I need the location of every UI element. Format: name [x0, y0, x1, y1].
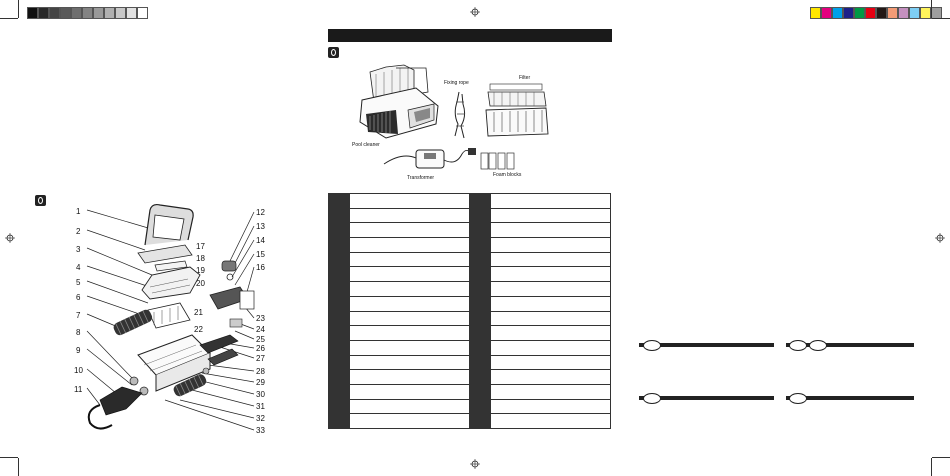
part-name-cell — [491, 370, 611, 385]
part-number-cell — [470, 326, 491, 341]
part-number: 28 — [256, 367, 265, 376]
crop-mark — [18, 458, 19, 476]
part-name-cell — [350, 399, 470, 414]
section-bar-oval — [789, 340, 807, 351]
part-name-cell — [350, 340, 470, 355]
part-number-cell — [470, 414, 491, 429]
part-name-cell — [491, 208, 611, 223]
transformer-image — [382, 144, 478, 174]
table-row — [329, 296, 611, 311]
part-number-cell — [329, 340, 350, 355]
gray-swatch — [27, 7, 38, 19]
part-name-cell — [350, 414, 470, 429]
table-row — [329, 355, 611, 370]
pool-cleaner-exploded-drawing — [60, 195, 275, 440]
crop-mark — [932, 457, 950, 458]
part-number-cell — [329, 296, 350, 311]
table-row — [329, 282, 611, 297]
table-row — [329, 340, 611, 355]
gray-swatch — [71, 7, 82, 19]
color-swatch — [810, 7, 821, 19]
part-name-cell — [491, 194, 611, 209]
part-name-cell — [350, 311, 470, 326]
table-row — [329, 399, 611, 414]
foam-blocks-caption: Foam blocks — [493, 172, 522, 178]
part-number-cell — [470, 399, 491, 414]
color-swatch — [898, 7, 909, 19]
registration-mark-icon — [935, 233, 945, 243]
part-number-cell — [329, 311, 350, 326]
part-number: 19 — [196, 266, 205, 275]
part-number: 25 — [256, 335, 265, 344]
part-number: 8 — [76, 328, 81, 337]
part-name-cell — [491, 238, 611, 253]
part-name-cell — [491, 326, 611, 341]
part-name-cell — [491, 267, 611, 282]
part-name-cell — [350, 296, 470, 311]
part-name-cell — [491, 252, 611, 267]
part-number: 6 — [76, 293, 81, 302]
table-row — [329, 370, 611, 385]
crop-mark — [0, 457, 18, 458]
table-row — [329, 238, 611, 253]
part-number: 4 — [76, 263, 81, 272]
color-swatch — [865, 7, 876, 19]
crop-mark — [932, 18, 950, 19]
part-number-cell — [470, 355, 491, 370]
part-name-cell — [350, 252, 470, 267]
part-name-cell — [350, 238, 470, 253]
table-row — [329, 311, 611, 326]
gray-swatch — [93, 7, 104, 19]
part-name-cell — [491, 296, 611, 311]
part-number: 22 — [194, 325, 203, 334]
gray-swatch — [126, 7, 137, 19]
part-name-cell — [491, 282, 611, 297]
part-number: 31 — [256, 402, 265, 411]
table-row — [329, 267, 611, 282]
part-name-cell — [350, 355, 470, 370]
part-number-cell — [329, 194, 350, 209]
part-name-cell — [491, 311, 611, 326]
part-number: 20 — [196, 279, 205, 288]
table-row — [329, 384, 611, 399]
table-row — [329, 326, 611, 341]
color-swatch — [920, 7, 931, 19]
header-bar — [328, 29, 612, 42]
foam-blocks-image — [480, 151, 516, 171]
part-number: 26 — [256, 344, 265, 353]
part-number: 2 — [76, 227, 81, 236]
color-swatch — [832, 7, 843, 19]
gray-swatch — [60, 7, 71, 19]
part-name-cell — [350, 208, 470, 223]
part-name-cell — [350, 282, 470, 297]
table-row — [329, 194, 611, 209]
part-number-cell — [470, 238, 491, 253]
part-number: 27 — [256, 354, 265, 363]
color-swatch — [821, 7, 832, 19]
part-number: 32 — [256, 414, 265, 423]
color-swatch — [887, 7, 898, 19]
gray-swatch — [82, 7, 93, 19]
part-number-cell — [470, 194, 491, 209]
part-number: 10 — [74, 366, 83, 375]
floating-rope-caption: Fixing rope — [444, 80, 469, 86]
part-number-cell — [470, 340, 491, 355]
transformer-caption: Transformer — [407, 175, 435, 181]
part-number-cell — [329, 238, 350, 253]
part-number-cell — [470, 384, 491, 399]
color-swatch — [843, 7, 854, 19]
section-bar-oval — [789, 393, 807, 404]
part-number: 9 — [76, 346, 81, 355]
crop-mark — [18, 0, 19, 18]
color-swatch — [876, 7, 887, 19]
part-number: 18 — [196, 254, 205, 263]
part-number: 29 — [256, 378, 265, 387]
part-number-cell — [329, 282, 350, 297]
table-row — [329, 414, 611, 429]
parts-table — [328, 193, 611, 429]
part-number-cell — [329, 223, 350, 238]
part-number-cell — [470, 370, 491, 385]
crop-mark — [931, 0, 932, 18]
part-name-cell — [350, 223, 470, 238]
part-name-cell — [350, 384, 470, 399]
part-number: 17 — [196, 242, 205, 251]
part-name-cell — [350, 370, 470, 385]
floating-rope-image — [449, 90, 471, 140]
table-row — [329, 208, 611, 223]
table-row — [329, 223, 611, 238]
part-number-cell — [470, 223, 491, 238]
part-number-cell — [470, 296, 491, 311]
part-number-cell — [329, 252, 350, 267]
part-number-cell — [470, 282, 491, 297]
crop-mark — [931, 458, 932, 476]
crop-mark — [0, 18, 18, 19]
part-number-cell — [470, 208, 491, 223]
gray-swatch — [104, 7, 115, 19]
part-name-cell — [350, 194, 470, 209]
filter-caption: Filter — [519, 75, 531, 81]
part-number-cell — [329, 208, 350, 223]
part-number: 15 — [256, 250, 265, 259]
part-number-cell — [329, 326, 350, 341]
filter-image — [484, 82, 550, 138]
part-name-cell — [350, 326, 470, 341]
section-bar-oval — [643, 393, 661, 404]
part-number: 3 — [76, 245, 81, 254]
part-number-cell — [470, 311, 491, 326]
part-name-cell — [491, 384, 611, 399]
part-number-cell — [329, 414, 350, 429]
gray-swatch — [137, 7, 148, 19]
gray-swatch — [115, 7, 126, 19]
part-number-cell — [329, 267, 350, 282]
color-swatch — [854, 7, 865, 19]
part-number-cell — [470, 267, 491, 282]
part-name-cell — [491, 399, 611, 414]
gray-swatch — [49, 7, 60, 19]
part-number: 1 — [76, 207, 81, 216]
part-number: 11 — [74, 385, 83, 394]
part-name-cell — [491, 223, 611, 238]
part-number-cell — [329, 384, 350, 399]
section-bar-oval — [809, 340, 827, 351]
info-icon — [328, 47, 339, 58]
part-number: 30 — [256, 390, 265, 399]
color-swatch — [909, 7, 920, 19]
registration-mark-icon — [470, 459, 480, 469]
part-number: 23 — [256, 314, 265, 323]
part-number: 13 — [256, 222, 265, 231]
registration-mark-icon — [5, 233, 15, 243]
part-number-cell — [329, 370, 350, 385]
part-number-cell — [470, 252, 491, 267]
part-number: 21 — [194, 308, 203, 317]
part-number: 7 — [76, 311, 81, 320]
part-number: 16 — [256, 263, 265, 272]
registration-mark-icon — [470, 7, 480, 17]
part-number: 24 — [256, 325, 265, 334]
part-number: 33 — [256, 426, 265, 435]
part-name-cell — [491, 355, 611, 370]
part-name-cell — [491, 340, 611, 355]
pool-cleaner-image — [356, 62, 444, 142]
part-number: 12 — [256, 208, 265, 217]
gray-swatch — [38, 7, 49, 19]
part-name-cell — [491, 414, 611, 429]
pool-cleaner-caption: Pool cleaner — [352, 142, 380, 148]
section-bar-oval — [643, 340, 661, 351]
part-name-cell — [350, 267, 470, 282]
info-icon — [35, 195, 46, 206]
part-number: 5 — [76, 278, 81, 287]
part-number-cell — [329, 355, 350, 370]
part-number-cell — [329, 399, 350, 414]
table-row — [329, 252, 611, 267]
part-number: 14 — [256, 236, 265, 245]
